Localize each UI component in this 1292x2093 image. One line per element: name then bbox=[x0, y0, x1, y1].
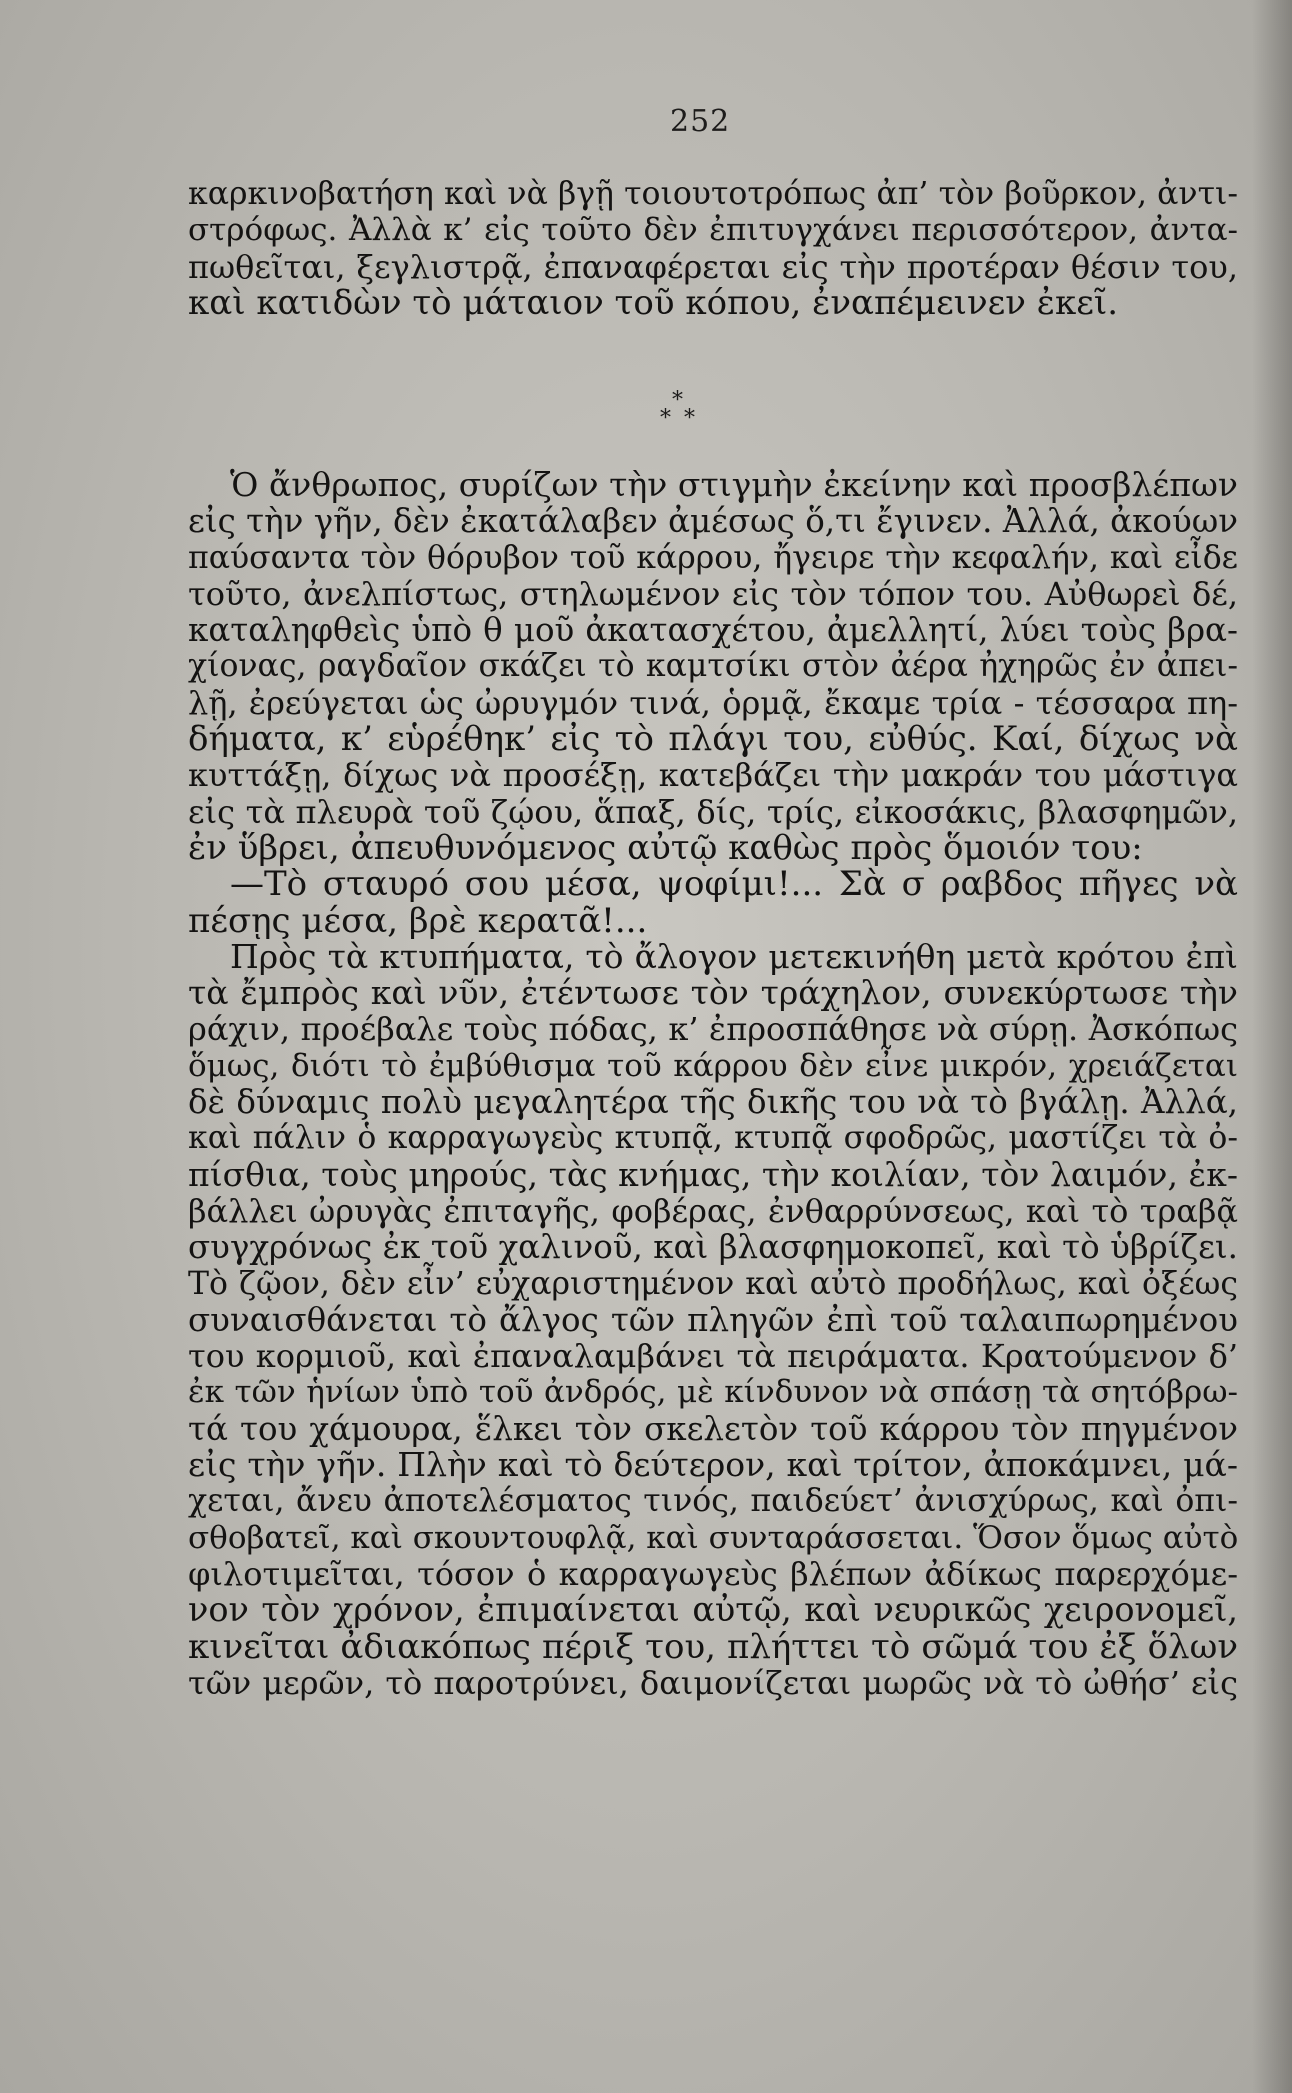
text-line: καὶ κατιδὼν τὸ μάταιον τοῦ κόπου, ἐναπέμεινεν ἐκεῖ. bbox=[188, 282, 1119, 323]
text-line: χεται, ἄνευ ἀποτελέσματος τινός, παιδεύετ’ ἀνισχύρως, καὶ ὀπι- bbox=[188, 1483, 1238, 1520]
text-line: εἰς τὴν γῆν, δὲν ἐκατάλαβεν ἀμέσως ὅ,τι ἔγινεν. Ἀλλά, ἀκούων bbox=[188, 502, 1238, 541]
paragraph-1 bbox=[188, 176, 1238, 321]
text-line: πίσθια, τοὺς μηρούς, τὰς κνήμας, τὴν κοιλίαν, τὸν λαιμόν, ἐκ- bbox=[188, 1154, 1238, 1194]
text-line: λῇ, ἐρεύγεται ὡς ὠρυγμόν τινά, ὁρμᾷ, ἔκαμε τρία - τέσσαρα πη- bbox=[188, 683, 1238, 722]
text-line: Πρὸς τὰ κτυπήματα, τὸ ἄλογον μετεκινήθη μετὰ κρότου ἐπὶ bbox=[230, 936, 1238, 976]
dialogue-line: —Τὸ σταυρό σου μέσα, ψοφίμι!... Σὰ σ ραβδος πῆγες νὰ bbox=[230, 864, 1238, 905]
text-line: τοῦτο, ἀνελπίστως, στηλωμένον εἰς τὸν τόπον του. Αὐθωρεὶ δέ, bbox=[188, 574, 1238, 613]
text-line: νον τὸν χρόνον, ἐπιμαίνεται αὐτῷ, καὶ νευρικῶς χειρονομεῖ, bbox=[188, 1590, 1238, 1630]
asterisk-icon: * bbox=[684, 406, 695, 431]
text-line: ράχιν, προέβαλε τοὺς πόδας, κ’ ἐπροσπάθησε νὰ σύρῃ. Ἀσκόπως bbox=[188, 1010, 1238, 1049]
page-number: 252 bbox=[670, 104, 731, 139]
asterisk-icon: * bbox=[672, 388, 683, 413]
text-line: σθοβατεῖ, καὶ σκουντουφλᾷ, καὶ συνταράσσεται. Ὅσον ὅμως αὐτὸ bbox=[188, 1519, 1239, 1556]
text-line: ἐκ τῶν ἡνίων ὑπὸ τοῦ ἀνδρός, μὲ κίνδυνον νὰ σπάσῃ τὰ σητόβρω- bbox=[188, 1374, 1238, 1411]
text-line: δήματα, κ’ εὑρέθηκ’ εἰς τὸ πλάγι του, εὐθύς. Καί, δίχως νὰ bbox=[188, 719, 1238, 760]
text-line: εἰς τὰ πλευρὰ τοῦ ζῴου, ἅπαξ, δίς, τρίς, εἰκοσάκις, βλασφημῶν, bbox=[188, 792, 1238, 831]
text-line: παύσαντα τὸν θόρυβον τοῦ κάρρου, ἤγειρε τὴν κεφαλήν, καὶ εἶδε bbox=[188, 539, 1238, 576]
text-line: καρκινοβατήση καὶ νὰ βγῇ τοιουτοτρόπως ἀπ’ τὸν βοῦρκον, ἀντι- bbox=[188, 176, 1238, 212]
text-line: βάλλει ὠρυγὰς ἐπιταγῆς, φοβέρας, ἐνθαρρύνσεως, καὶ τὸ τραβᾷ bbox=[188, 1191, 1238, 1230]
text-line: του κορμιοῦ, καὶ ἐπαναλαμβάνει τὰ πειράματα. Κρατούμενον δ’ bbox=[188, 1337, 1238, 1376]
text-line: Ὁ ἄνθρωπος, συρίζων τὴν στιγμὴν ἐκείνην καὶ προσβλέπων bbox=[230, 465, 1238, 504]
text-line: κινεῖται ἀδιακόπως πέριξ του, πλήττει τὸ σῶμά του ἐξ ὅλων bbox=[188, 1626, 1238, 1667]
text-line: ἐν ὕβρει, ἀπευθυνόμενος αὐτῷ καθὼς πρὸς ὅμοιόν του: bbox=[188, 827, 1143, 868]
text-line: ὅμως, διότι τὸ ἐμβύθισμα τοῦ κάρρου δὲν εἶνε μικρόν, χρειάζεται bbox=[188, 1047, 1238, 1084]
text-line: στρόφως. Ἀλλὰ κ’ εἰς τοῦτο δὲν ἐπιτυγχάνει περισσότερον, ἀντα- bbox=[188, 212, 1238, 249]
text-line: χίονας, ραγδαῖον σκάζει τὸ καμτσίκι στὸν ἀέρα ἠχηρῶς ἐν ἀπει- bbox=[188, 648, 1238, 685]
asterisk-icon: * bbox=[660, 406, 671, 431]
text-line: φιλοτιμεῖται, τόσον ὁ καρραγωγεὺς βλέπων ἀδίκως παρερχόμε- bbox=[188, 1554, 1238, 1593]
text-line: τῶν μερῶν, τὸ παροτρύνει, δαιμονίζεται μωρῶς νὰ τὸ ὠθήσ’ εἰς bbox=[188, 1663, 1238, 1702]
section-separator bbox=[660, 388, 704, 432]
text-line: τὰ ἔμπρὸς καὶ νῦν, ἐτέντωσε τὸν τράχηλον, συνεκύρτωσε τὴν bbox=[188, 973, 1238, 1013]
text-line: πωθεῖται, ξεγλιστρᾷ, ἐπαναφέρεται εἰς τὴν προτέραν θέσιν του, bbox=[188, 247, 1238, 286]
text-line: συγχρόνως ἐκ τοῦ χαλινοῦ, καὶ βλασφημοκοπεῖ, καὶ τὸ ὑβρίζει. bbox=[188, 1228, 1238, 1267]
text-line: κυττάξῃ, δίχως νὰ προσέξῃ, κατεβάζει τὴν μακράν του μάστιγα bbox=[188, 756, 1238, 795]
text-line: τά του χάμουρα, ἕλκει τὸν σκελετὸν τοῦ κάρρου τὸν πηγμένον bbox=[188, 1409, 1238, 1448]
dialogue-line: πέσῃς μέσα, βρὲ κερατᾶ!... bbox=[188, 900, 648, 941]
text-line: καὶ πάλιν ὁ καρραγωγεὺς κτυπᾷ, κτυπᾷ σφοδρῶς, μαστίζει τὰ ὀ- bbox=[188, 1120, 1238, 1157]
text-line: εἰς τὴν γῆν. Πλὴν καὶ τὸ δεύτερον, καὶ τρίτον, ἀποκάμνει, μά- bbox=[188, 1445, 1238, 1485]
text-line: συναισθάνεται τὸ ἄλγος τῶν πληγῶν ἐπὶ τοῦ ταλαιπωρημένου bbox=[188, 1300, 1238, 1339]
text-line: δὲ δύναμις πολὺ μεγαλητέρα τῆς δικῆς του νὰ τὸ βγάλῃ. Ἀλλά, bbox=[188, 1083, 1238, 1122]
text-line: Τὸ ζῷον, δὲν εἶν’ εὐχαριστημένον καὶ αὐτὸ προδήλως, καὶ ὀξέως bbox=[188, 1265, 1238, 1302]
paragraph-2 bbox=[188, 467, 1238, 1701]
text-line: καταληφθεὶς ὑπὸ θ μοῦ ἀκατασχέτου, ἀμελλητί, λύει τοὺς βρα- bbox=[188, 611, 1238, 650]
page-edge-shadow bbox=[1252, 0, 1292, 2093]
